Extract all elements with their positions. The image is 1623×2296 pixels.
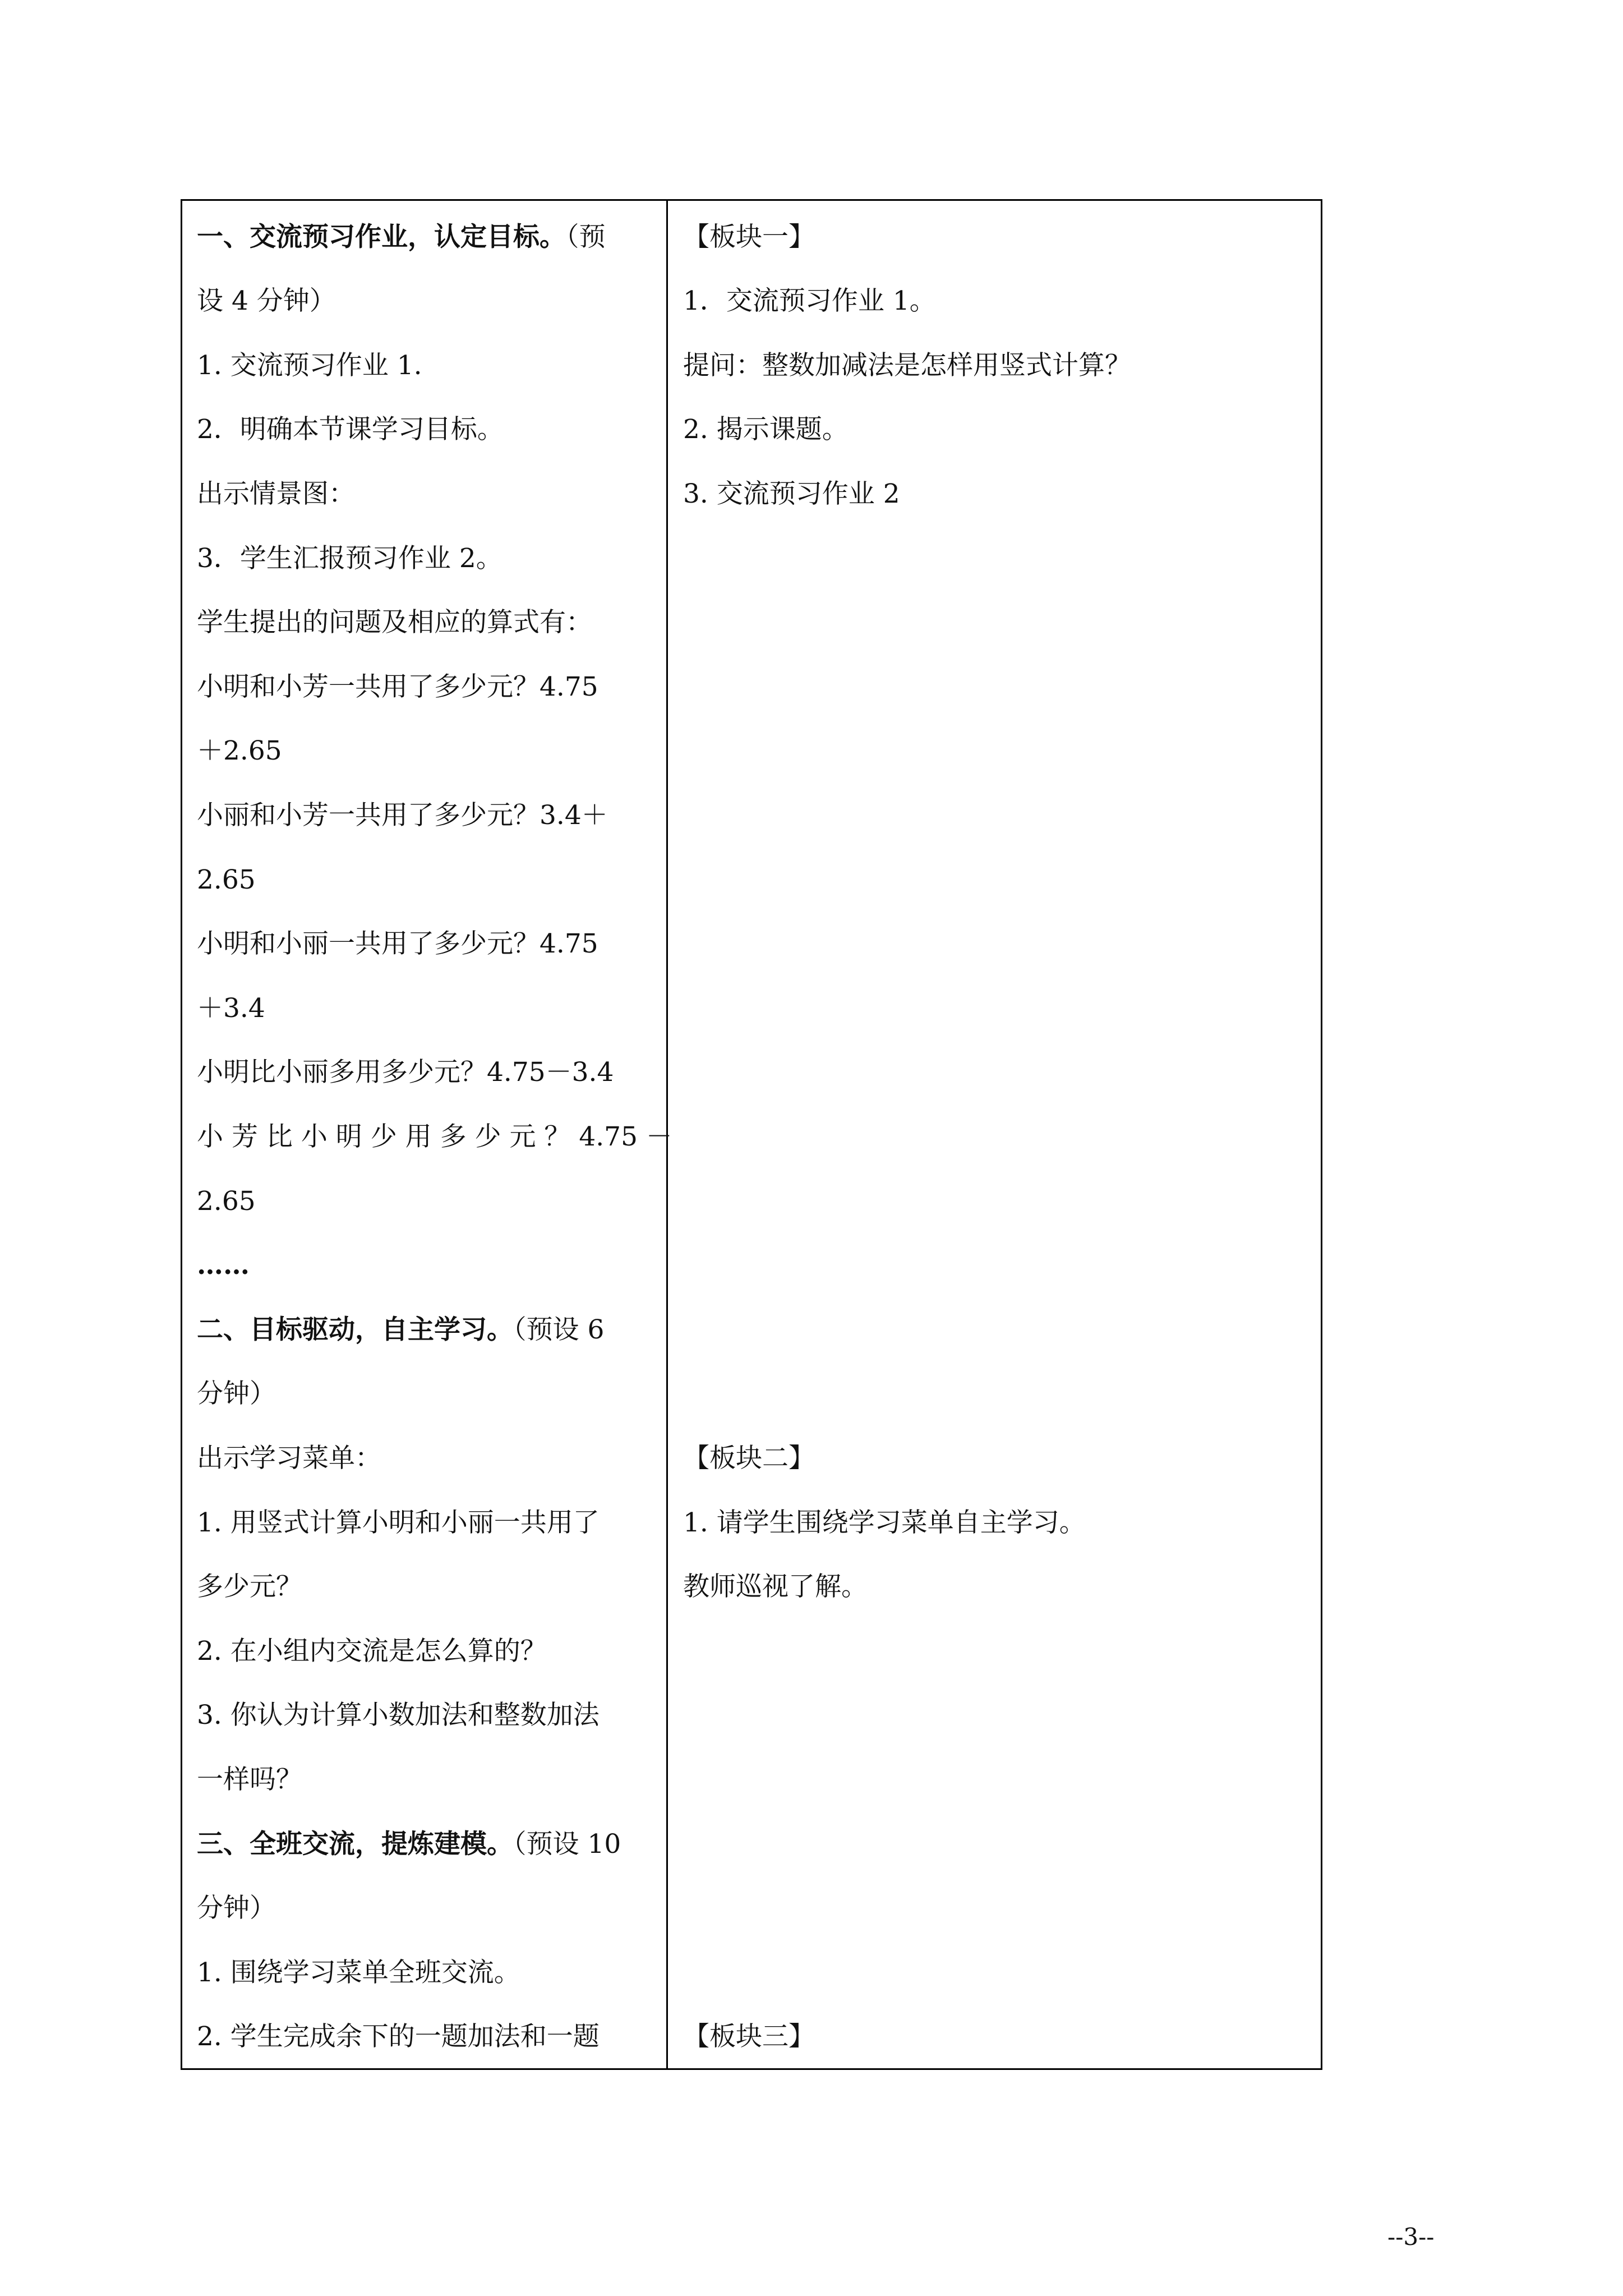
text-line: 出示学习菜单： — [197, 1443, 381, 1474]
teaching-notes-column — [668, 201, 1321, 2068]
text-line: 3. 交流预习作业 2 — [683, 478, 900, 509]
text-line: 多少元？ — [197, 1571, 302, 1602]
page-number: --3-- — [1387, 2223, 1435, 2251]
text-line: 1. 请学生围绕学习菜单自主学习。 — [683, 1507, 1086, 1538]
text-line: 2.65 — [197, 864, 256, 895]
text-line: 小明比小丽多用多少元？4.75－3.4 — [197, 1057, 614, 1088]
text-line: 设 4 分钟） — [197, 286, 336, 316]
text-line: 分钟） — [197, 1893, 276, 1924]
text-line: 1. 围绕学习菜单全班交流。 — [197, 1957, 520, 1988]
text-line: ＋3.4 — [197, 993, 265, 1024]
text-line: 小明和小丽一共用了多少元？4.75 — [197, 928, 598, 959]
text-line: 2. 在小组内交流是怎么算的？ — [197, 1636, 547, 1667]
text-line: 小丽和小芳一共用了多少元？3.4＋ — [197, 800, 608, 831]
section-heading-1: 一、交流预习作业，认定目标。（预 — [197, 222, 606, 252]
text-line: 2．明确本节课学习目标。 — [197, 414, 504, 445]
teaching-steps-column — [182, 201, 672, 2068]
text-line: 3．学生汇报预习作业 2。 — [197, 543, 502, 574]
block-heading-2: 【板块二】 — [683, 1443, 815, 1474]
lesson-plan-table — [181, 199, 1322, 2070]
text-line: 3. 你认为计算小数加法和整数加法 — [197, 1700, 600, 1731]
text-line: 1．交流预习作业 1。 — [683, 286, 936, 316]
text-line: 分钟） — [197, 1378, 276, 1409]
block-heading-3: 【板块三】 — [683, 2021, 815, 2052]
text-line: 提问：整数加减法是怎样用竖式计算？ — [683, 350, 1131, 381]
block-heading-1: 【板块一】 — [683, 222, 815, 252]
text-line: 1. 交流预习作业 1. — [197, 350, 422, 381]
ellipsis-line: …… — [197, 1250, 250, 1281]
text-line: 2. 学生完成余下的一题加法和一题 — [197, 2021, 600, 2052]
section-heading-3: 三、全班交流，提炼建模。（预设 10 — [197, 1829, 621, 1860]
text-line: ＋2.65 — [197, 735, 282, 766]
text-line: 学生提出的问题及相应的算式有： — [197, 607, 592, 638]
text-line: 小明和小芳一共用了多少元？4.75 — [197, 671, 598, 702]
text-line: 小 芳 比 小 明 少 用 多 少 元 ？ 4.75 － — [197, 1121, 672, 1152]
section-heading-2: 二、目标驱动，自主学习。（预设 6 — [197, 1314, 605, 1345]
text-line: 出示情景图： — [197, 478, 355, 509]
text-line: 一样吗？ — [197, 1764, 302, 1795]
text-line: 教师巡视了解。 — [683, 1571, 868, 1602]
text-line: 2. 揭示课题。 — [683, 414, 849, 445]
text-line: 2.65 — [197, 1186, 256, 1217]
text-line: 1. 用竖式计算小明和小丽一共用了 — [197, 1507, 600, 1538]
